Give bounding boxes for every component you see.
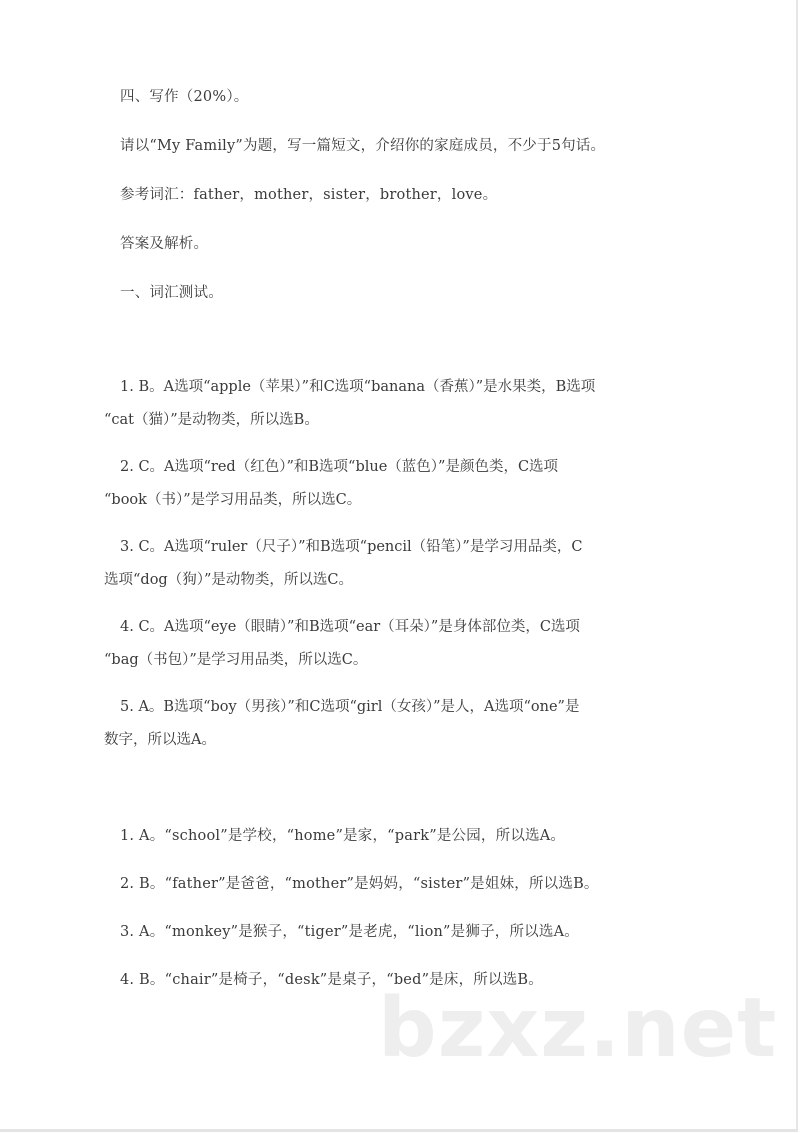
vocab-answer-1-line-1: 1. B。A选项“apple（苹果）”和C选项“banana（香蕉）”是水果类，B选项 (120, 379, 596, 395)
writing-prompt: 请以“My Family”为题，写一篇短文，介绍你的家庭成员，不少于5句话。 (120, 138, 606, 154)
second-answer-3: 3. A。“monkey”是猴子，“tiger”是老虎，“lion”是狮子，所以选A。 (120, 924, 579, 940)
vocab-answer-1 (104, 377, 704, 430)
second-answer-2: 2. B。“father”是爸爸，“mother”是妈妈，“sister”是姐妹，所以选B。 (120, 876, 599, 892)
writing-section-heading: 四、写作（20%）。 (120, 89, 249, 105)
vocab-answer-2-line-1: 2. C。A选项“red（红色）”和B选项“blue（蓝色）”是颜色类，C选项 (120, 459, 559, 475)
reference-vocabulary: 参考词汇：father，mother，sister，brother，love。 (120, 187, 498, 203)
vocab-answer-4-line-1: 4. C。A选项“eye（眼睛）”和B选项“ear（耳朵）”是身体部位类，C选项 (120, 619, 580, 635)
vocab-answer-5-line-2: 数字，所以选A。 (104, 732, 216, 748)
vocab-answer-5 (104, 697, 704, 750)
vocab-answer-3-line-1: 3. C。A选项“ruler（尺子）”和B选项“pencil（铅笔）”是学习用品类，C (120, 539, 583, 555)
vocab-answer-4-line-2: “bag（书包）”是学习用品类，所以选C。 (104, 652, 368, 668)
second-answer-4: 4. B。“chair”是椅子，“desk”是桌子，“bed”是床，所以选B。 (120, 972, 543, 988)
vocab-answer-5-line-1: 5. A。B选项“boy（男孩）”和C选项“girl（女孩）”是人，A选项“one”是 (120, 699, 580, 715)
vocab-answer-3 (104, 537, 704, 590)
vocab-answer-2-line-2: “book（书）”是学习用品类，所以选C。 (104, 492, 362, 508)
vocab-answer-2 (104, 457, 704, 510)
watermark: bzxz.net (378, 981, 778, 1076)
second-answer-1: 1. A。“school”是学校，“home”是家，“park”是公园，所以选A。 (120, 828, 566, 844)
vocab-answer-3-line-2: 选项“dog（狗）”是动物类，所以选C。 (104, 572, 353, 588)
vocab-test-heading: 一、词汇测试。 (120, 285, 223, 301)
vocab-answer-4 (104, 617, 704, 670)
vocab-answer-1-line-2: “cat（猫）”是动物类，所以选B。 (104, 412, 319, 428)
answers-heading: 答案及解析。 (120, 236, 209, 252)
